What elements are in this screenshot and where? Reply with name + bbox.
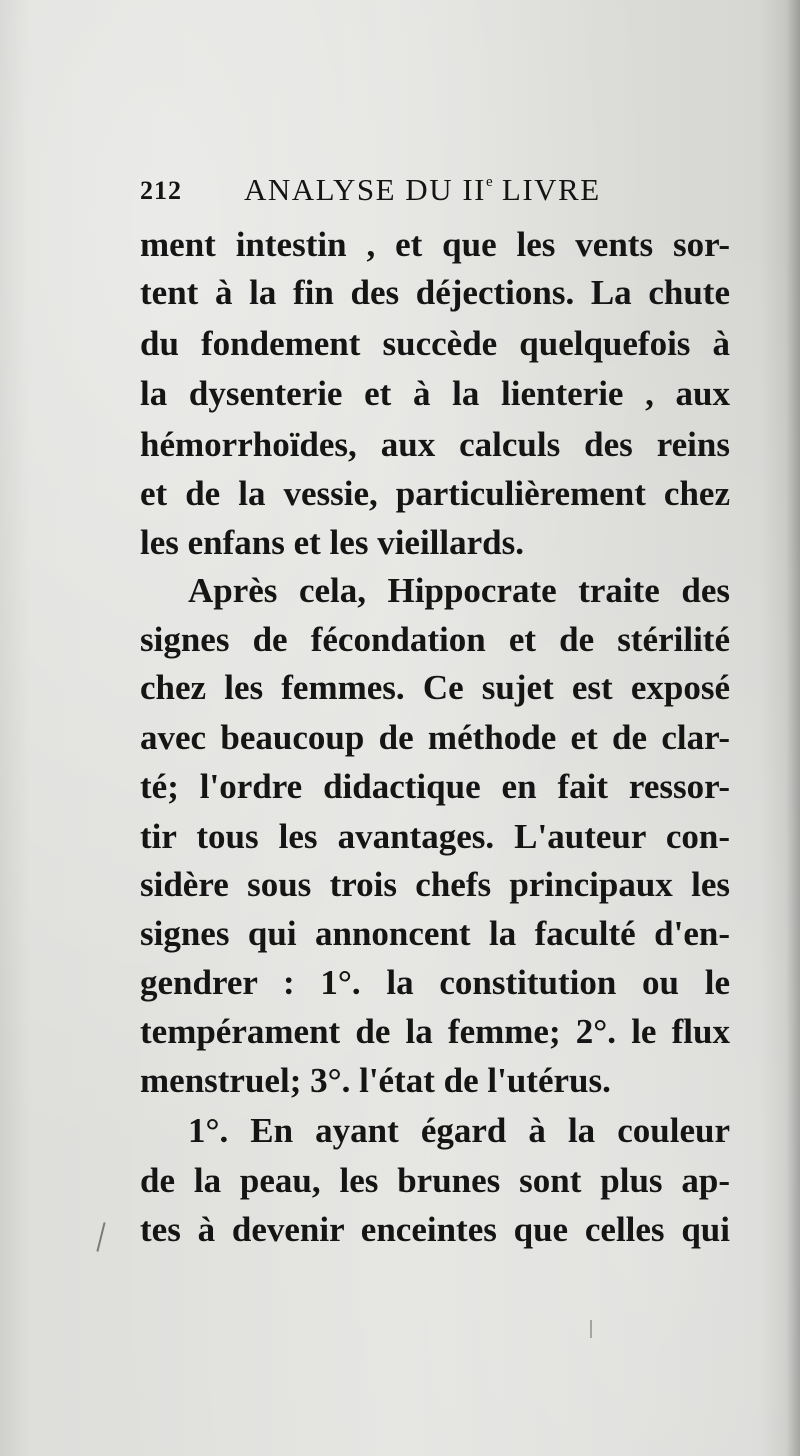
text-line: tent à la fin des déjections. La chute <box>140 273 730 312</box>
running-head-superscript: e <box>485 174 493 190</box>
paragraph-first-line: Après cela, Hippocrate traite des <box>188 571 730 610</box>
text-line: de la peau, les brunes sont plus ap- <box>140 1161 730 1200</box>
page-edge-shadow <box>786 0 800 1456</box>
text-line: avec beaucoup de méthode et de clar- <box>140 718 730 757</box>
text-line: chez les femmes. Ce sujet est exposé <box>140 668 730 707</box>
paper-fiber-mark <box>590 1320 592 1338</box>
text-line: ment intestin , et que les vents sor- <box>140 225 730 264</box>
text-line: la dysenterie et à la lienterie , aux <box>140 374 730 413</box>
running-head-text: ANALYSE DU II <box>244 172 486 207</box>
text-line: signes qui annoncent la faculté d'en- <box>140 914 730 953</box>
running-head <box>244 172 601 208</box>
text-line: les enfans et les vieillards. <box>140 523 524 562</box>
text-line: hémorrhoïdes, aux calculs des reins <box>140 425 730 464</box>
paper-fiber-mark <box>96 1222 105 1252</box>
text-line: té; l'ordre didactique en fait ressor- <box>140 767 730 806</box>
page-number: 212 <box>140 176 182 205</box>
text-line: du fondement succède quelquefois à <box>140 324 730 363</box>
text-line: signes de fécondation et de stérilité <box>140 620 730 659</box>
text-line: sidère sous trois chefs principaux les <box>140 865 730 904</box>
text-line: menstruel; 3°. l'état de l'utérus. <box>140 1061 611 1100</box>
page-header <box>140 170 740 210</box>
text-line: tempérament de la femme; 2°. le flux <box>140 1012 730 1051</box>
text-line: tir tous les avantages. L'auteur con- <box>140 817 730 856</box>
text-line: gendrer : 1°. la constitution ou le <box>140 963 730 1002</box>
text-line: et de la vessie, particulièrement chez <box>140 474 730 513</box>
paragraph-first-line: 1°. En ayant égard à la couleur <box>188 1111 730 1150</box>
running-head-end: LIVRE <box>492 172 601 207</box>
text-line: tes à devenir enceintes que celles qui <box>140 1210 730 1249</box>
